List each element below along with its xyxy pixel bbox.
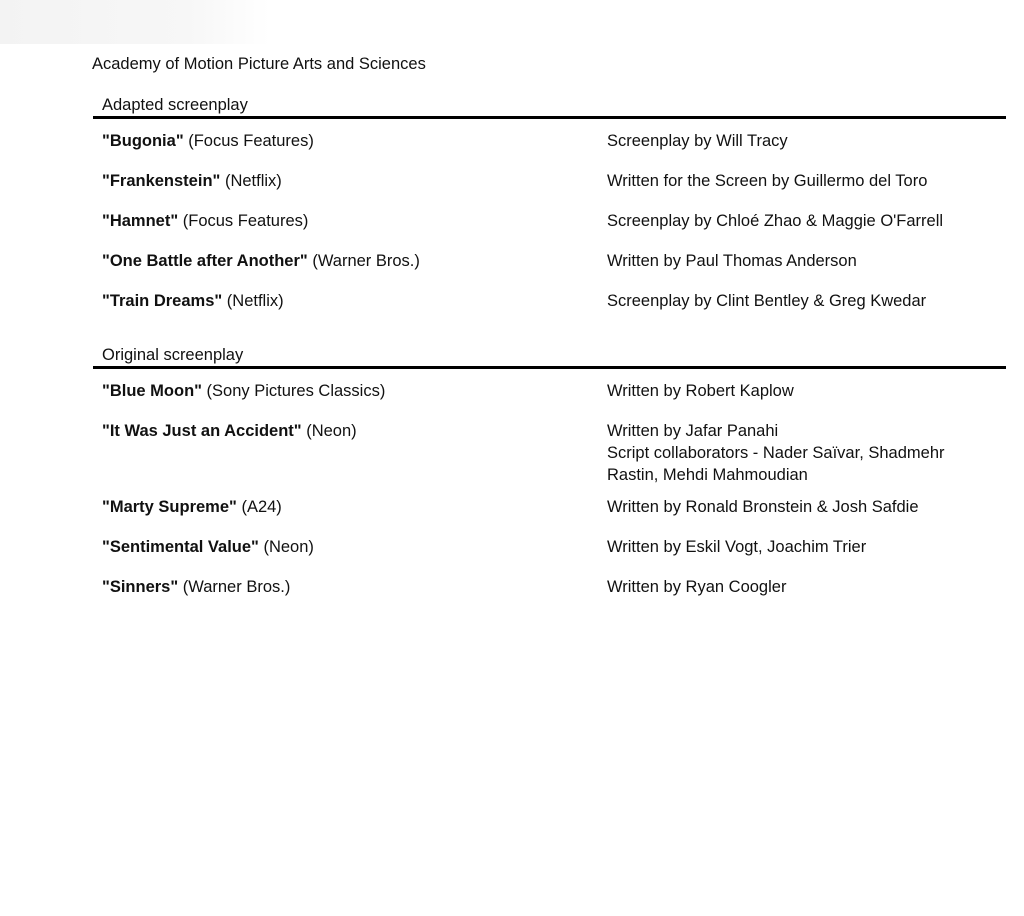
section-original-screenplay — [93, 344, 1006, 596]
film-cell — [102, 130, 314, 152]
credit-cell — [607, 170, 987, 192]
credit-line: Written for the Screen by Guillermo del Toro — [607, 172, 928, 190]
film-studio: (Netflix) — [220, 172, 282, 190]
film-studio: (Focus Features) — [183, 132, 314, 150]
film-cell — [102, 420, 357, 442]
section-heading: Original screenplay — [93, 344, 1006, 369]
credit-line: Screenplay by Clint Bentley & Greg Kwedar — [607, 292, 927, 310]
film-title: "Sinners" — [102, 578, 179, 596]
scan-smudge — [0, 0, 270, 44]
credit-cell — [607, 420, 987, 486]
film-cell — [102, 496, 282, 518]
credit-cell — [607, 210, 987, 232]
film-title: "Blue Moon" — [102, 382, 202, 400]
credit-line: Written by Ryan Coogler — [607, 578, 787, 596]
film-cell — [102, 170, 282, 192]
film-title: "One Battle after Another" — [102, 252, 308, 270]
credit-cell — [607, 496, 987, 518]
credit-cell — [607, 130, 987, 152]
credit-line: Screenplay by Chloé Zhao & Maggie O'Farrell — [607, 212, 944, 230]
film-cell — [102, 210, 308, 232]
section-heading: Adapted screenplay — [93, 94, 1006, 119]
film-cell — [102, 290, 284, 312]
film-cell — [102, 250, 420, 272]
film-studio: (A24) — [236, 498, 282, 516]
film-studio: (Netflix) — [222, 292, 284, 310]
film-studio: (Neon) — [258, 538, 314, 556]
credit-line: Written by Jafar Panahi — [607, 422, 779, 440]
film-title: "Bugonia" — [102, 132, 184, 150]
credit-line: Rastin, Mehdi Mahmoudian — [607, 466, 808, 484]
film-studio: (Sony Pictures Classics) — [201, 382, 386, 400]
credit-line: Script collaborators - Nader Saïvar, Shadmehr — [607, 444, 945, 462]
film-title: "Marty Supreme" — [102, 498, 237, 516]
film-title: "Hamnet" — [102, 212, 179, 230]
film-studio: (Warner Bros.) — [307, 252, 420, 270]
film-studio: (Focus Features) — [178, 212, 309, 230]
credit-cell — [607, 250, 987, 272]
section-adapted-screenplay — [93, 94, 1006, 310]
credit-cell — [607, 290, 987, 312]
film-title: "It Was Just an Accident" — [102, 422, 302, 440]
organization-title: Academy of Motion Picture Arts and Sciences — [92, 55, 426, 73]
credit-line: Written by Paul Thomas Anderson — [607, 252, 857, 270]
film-studio: (Neon) — [301, 422, 357, 440]
credit-cell — [607, 380, 987, 402]
credit-cell — [607, 576, 987, 598]
film-cell — [102, 380, 385, 402]
film-cell — [102, 576, 290, 598]
credit-line: Written by Eskil Vogt, Joachim Trier — [607, 538, 867, 556]
credit-line: Written by Ronald Bronstein & Josh Safdie — [607, 498, 919, 516]
film-studio: (Warner Bros.) — [178, 578, 291, 596]
film-title: "Train Dreams" — [102, 292, 223, 310]
film-title: "Sentimental Value" — [102, 538, 259, 556]
credit-line: Screenplay by Will Tracy — [607, 132, 788, 150]
credit-cell — [607, 536, 987, 558]
credit-line: Written by Robert Kaplow — [607, 382, 794, 400]
film-title: "Frankenstein" — [102, 172, 221, 190]
film-cell — [102, 536, 314, 558]
